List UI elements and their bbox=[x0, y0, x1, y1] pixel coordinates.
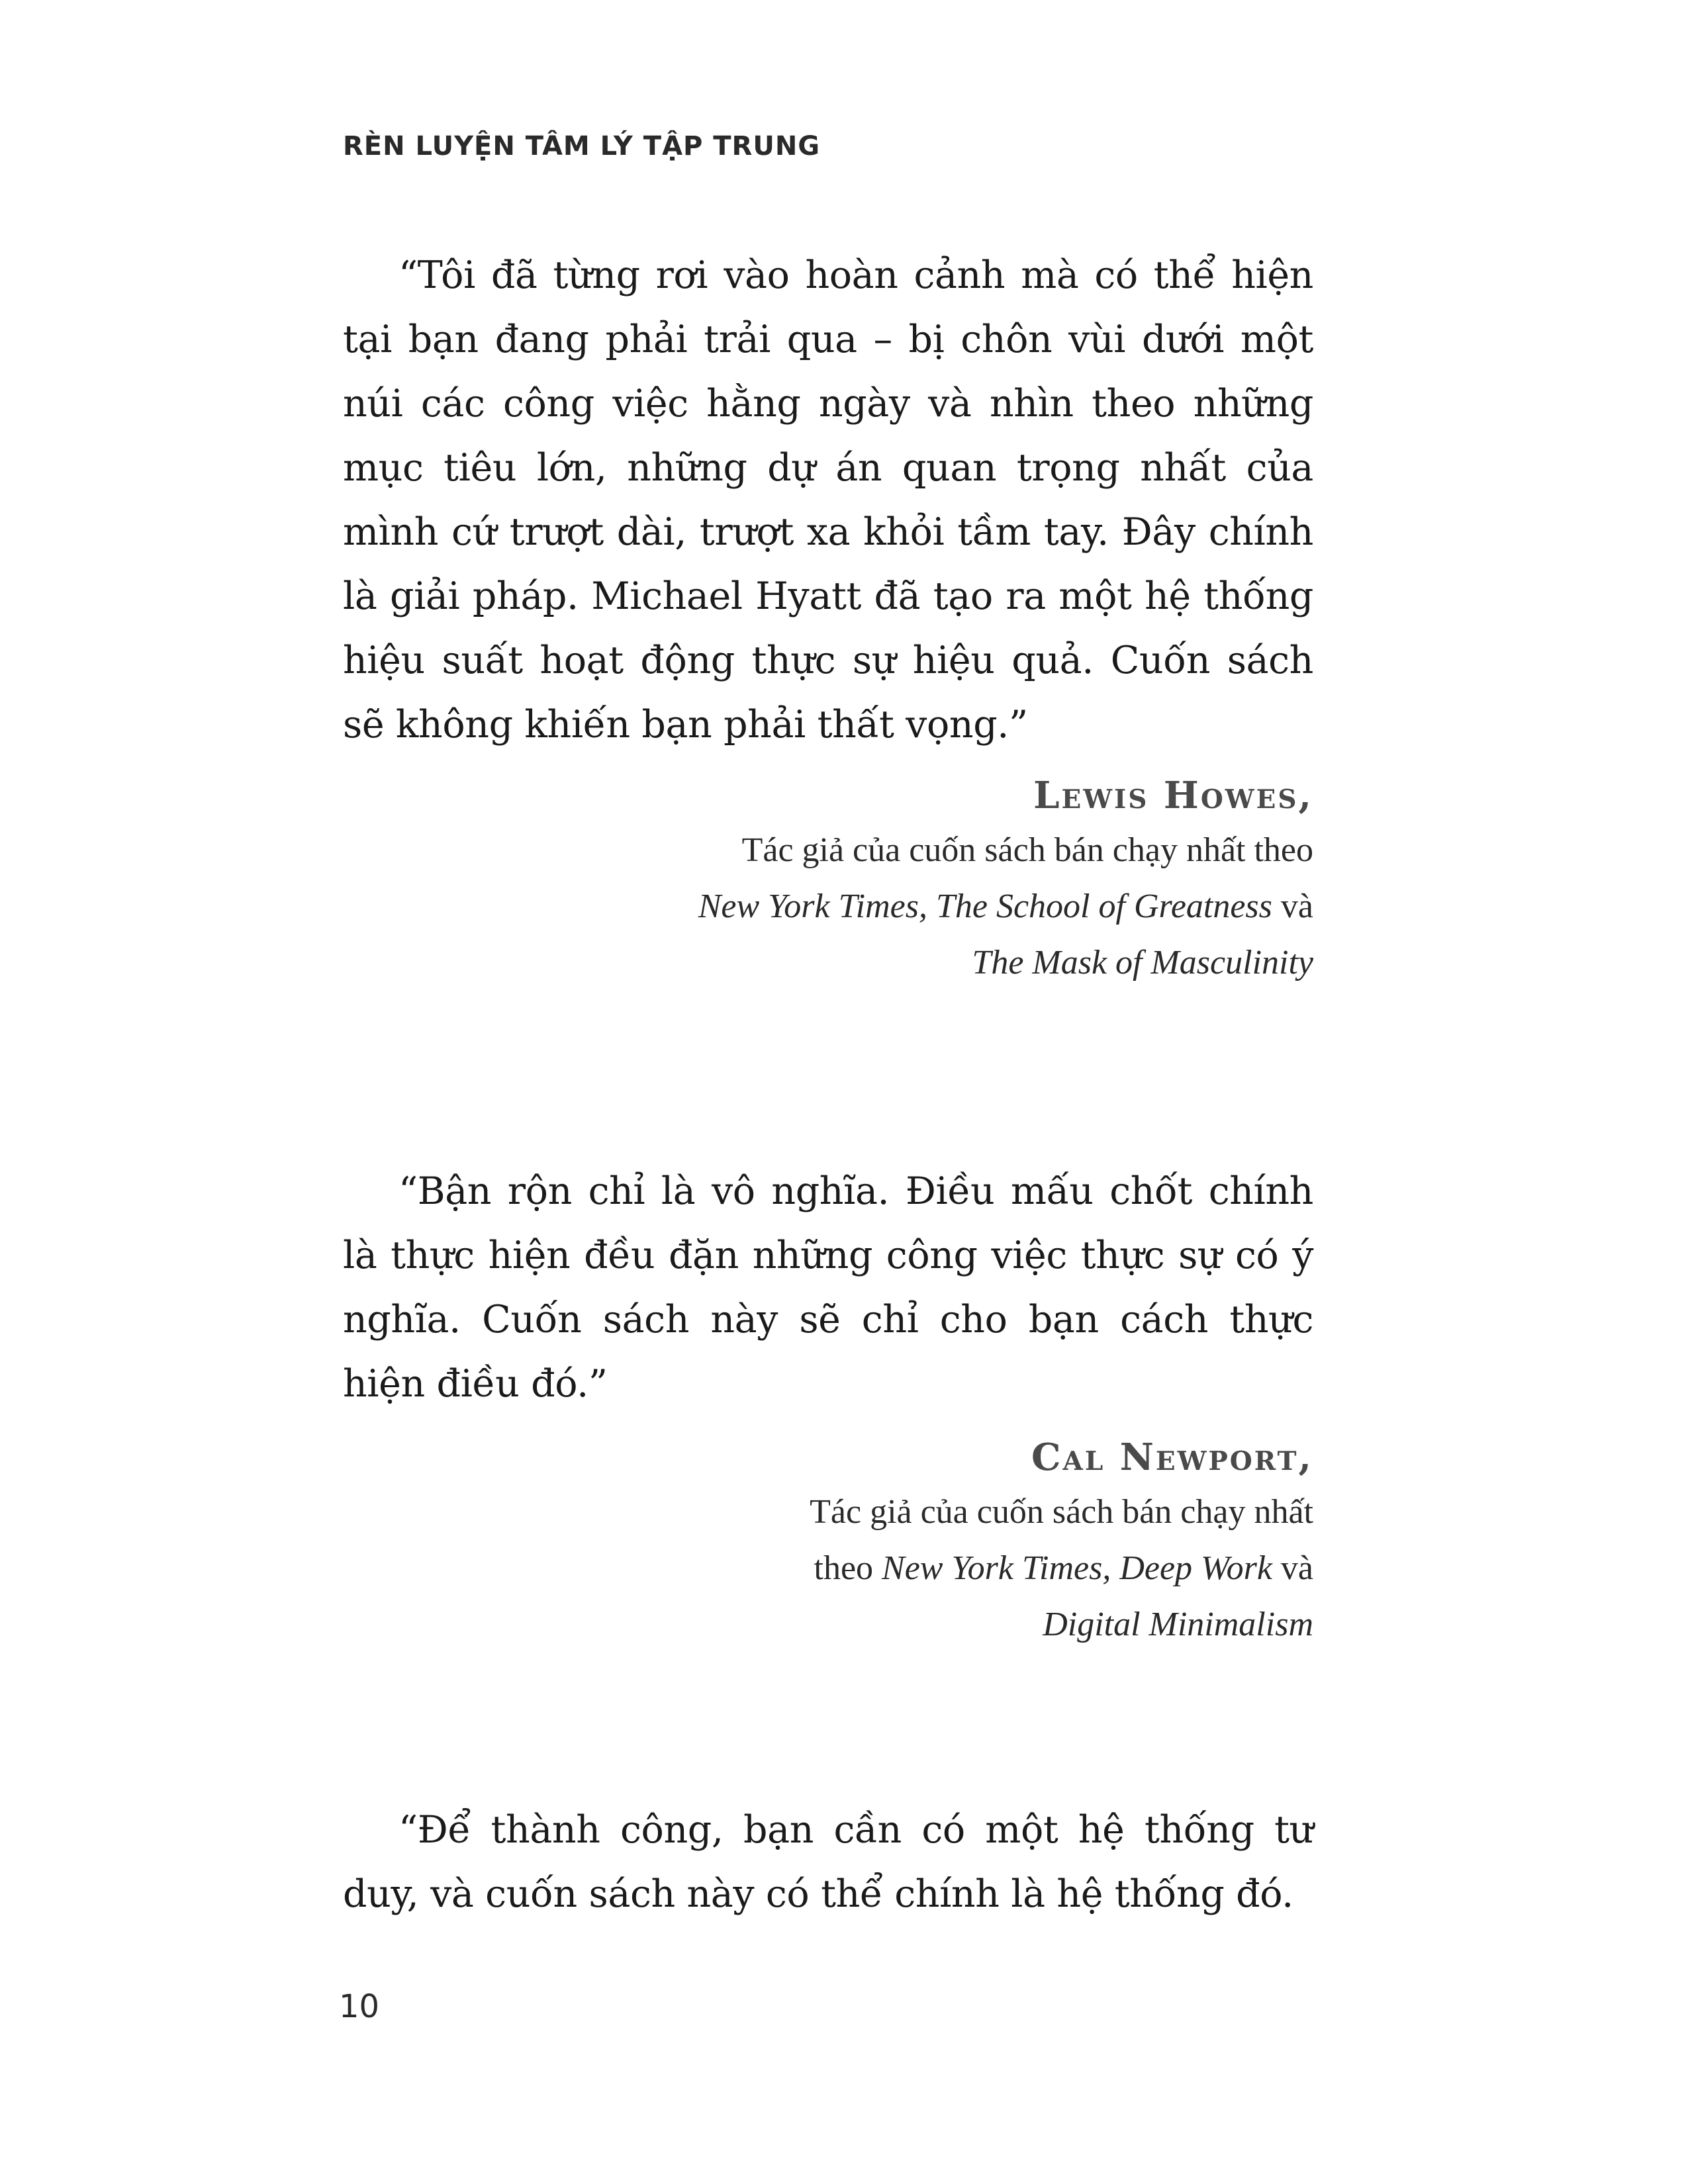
testimonial-author: Cal Newport, bbox=[1031, 1435, 1313, 1479]
testimonial-author: Lewis Howes, bbox=[1033, 774, 1313, 817]
testimonial-quote: “Bận rộn chỉ là vô nghĩa. Điều mấu chốt chính là thực hiện đều đặn những công việc thực sự có ý nghĩa. Cuốn sách này sẽ chỉ cho bạn cách thực hiện điều đó.” bbox=[343, 1169, 1313, 1406]
testimonial-quote: “Để thành công, bạn cần có một hệ thống tư duy, và cuốn sách này có thể chính là hệ thống đó. bbox=[343, 1808, 1313, 1916]
book-title: Digital Minimalism bbox=[1043, 1606, 1313, 1643]
page-number: 10 bbox=[339, 1988, 380, 2025]
credit-conjunction: và bbox=[1272, 1549, 1313, 1587]
credit-conjunction: và bbox=[1272, 887, 1313, 925]
testimonial-quote: “Tôi đã từng rơi vào hoàn cảnh mà có thể hiện tại bạn đang phải trải qua – bị chôn vùi dưới một núi các công việc hằng ngày và nhìn theo những mục tiêu lớn, những dự án quan trọng nhất của mình cứ trượt dài, trượt xa khỏi tầm tay. Đây chính là giải pháp. Michael Hyatt đã tạo ra một hệ thống hiệu suất hoạt động thực sự hiệu quả. Cuốn sách sẽ không khiến bạn phải thất vọng.” bbox=[343, 253, 1313, 747]
testimonial-credit bbox=[343, 822, 1313, 991]
testimonial-credit bbox=[343, 1484, 1313, 1653]
running-header: RÈN LUYỆN TÂM LÝ TẬP TRUNG bbox=[343, 131, 821, 161]
book-title: New York Times, Deep Work bbox=[882, 1549, 1272, 1587]
credit-prefix: theo bbox=[814, 1549, 882, 1587]
credit-line: Tác giả của cuốn sách bán chạy nhất theo bbox=[741, 831, 1313, 869]
book-title: The Mask of Masculinity bbox=[972, 944, 1313, 981]
book-title: New York Times, The School of Greatness bbox=[698, 887, 1272, 925]
credit-line: Tác giả của cuốn sách bán chạy nhất bbox=[810, 1493, 1313, 1531]
testimonial-1 bbox=[343, 244, 1313, 991]
testimonial-2 bbox=[343, 1160, 1313, 1653]
testimonial-3 bbox=[343, 1798, 1313, 1927]
